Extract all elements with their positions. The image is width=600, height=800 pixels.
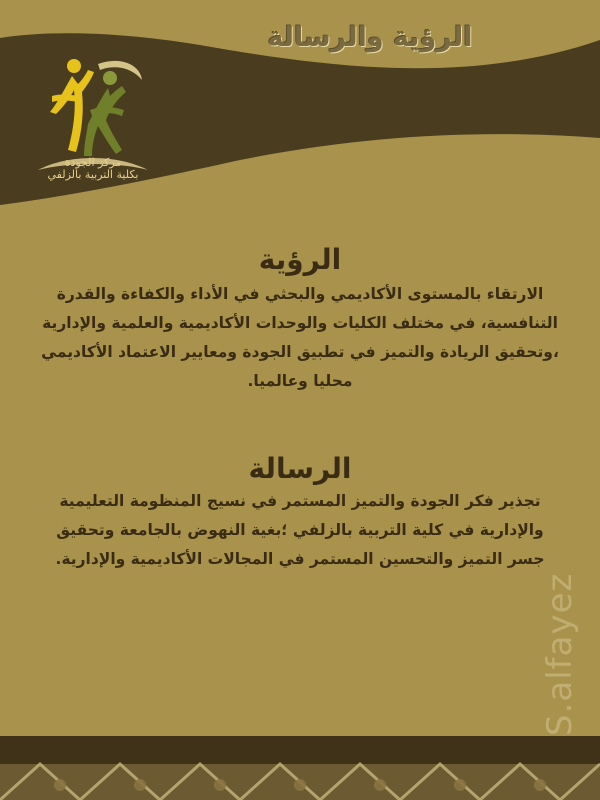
- page-title: الرؤية والرسالة: [267, 22, 473, 53]
- mission-line: تجذير فكر الجودة والتميز المستمر في نسيج المنظومة التعليمية: [59, 492, 541, 510]
- vision-text: [22, 280, 578, 396]
- vision-line: التنافسية، في مختلف الكليات والوحدات الأكاديمية والعلمية والإدارية: [42, 314, 558, 332]
- mission-heading: الرسالة: [248, 452, 352, 485]
- logo-line-2: بكلية التربية بالزلفي: [47, 168, 139, 181]
- vision-heading: الرؤية: [258, 243, 342, 276]
- mission-line: جسر التميز والتحسين المستمر في المجالات الأكاديمية والإدارية.: [55, 550, 545, 568]
- vision-line: محليا وعالميا.: [247, 372, 353, 390]
- mission-line: والإدارية في كلية التربية بالزلفي ؛بغية النهوض بالجامعة وتحقيق: [56, 521, 544, 539]
- vision-line: ،وتحقيق الريادة والتميز في تطبيق الجودة ومعايير الاعتماد الأكاديمي: [41, 343, 559, 361]
- vision-line: الارتقاء بالمستوى الأكاديمي والبحثي في الأداء والكفاءة والقدرة: [56, 285, 544, 303]
- author-watermark: S.alfayez: [540, 572, 580, 736]
- logo-line-1: مركز الجودة: [64, 156, 122, 169]
- logo-text: [28, 157, 158, 181]
- mission-text: [22, 487, 578, 574]
